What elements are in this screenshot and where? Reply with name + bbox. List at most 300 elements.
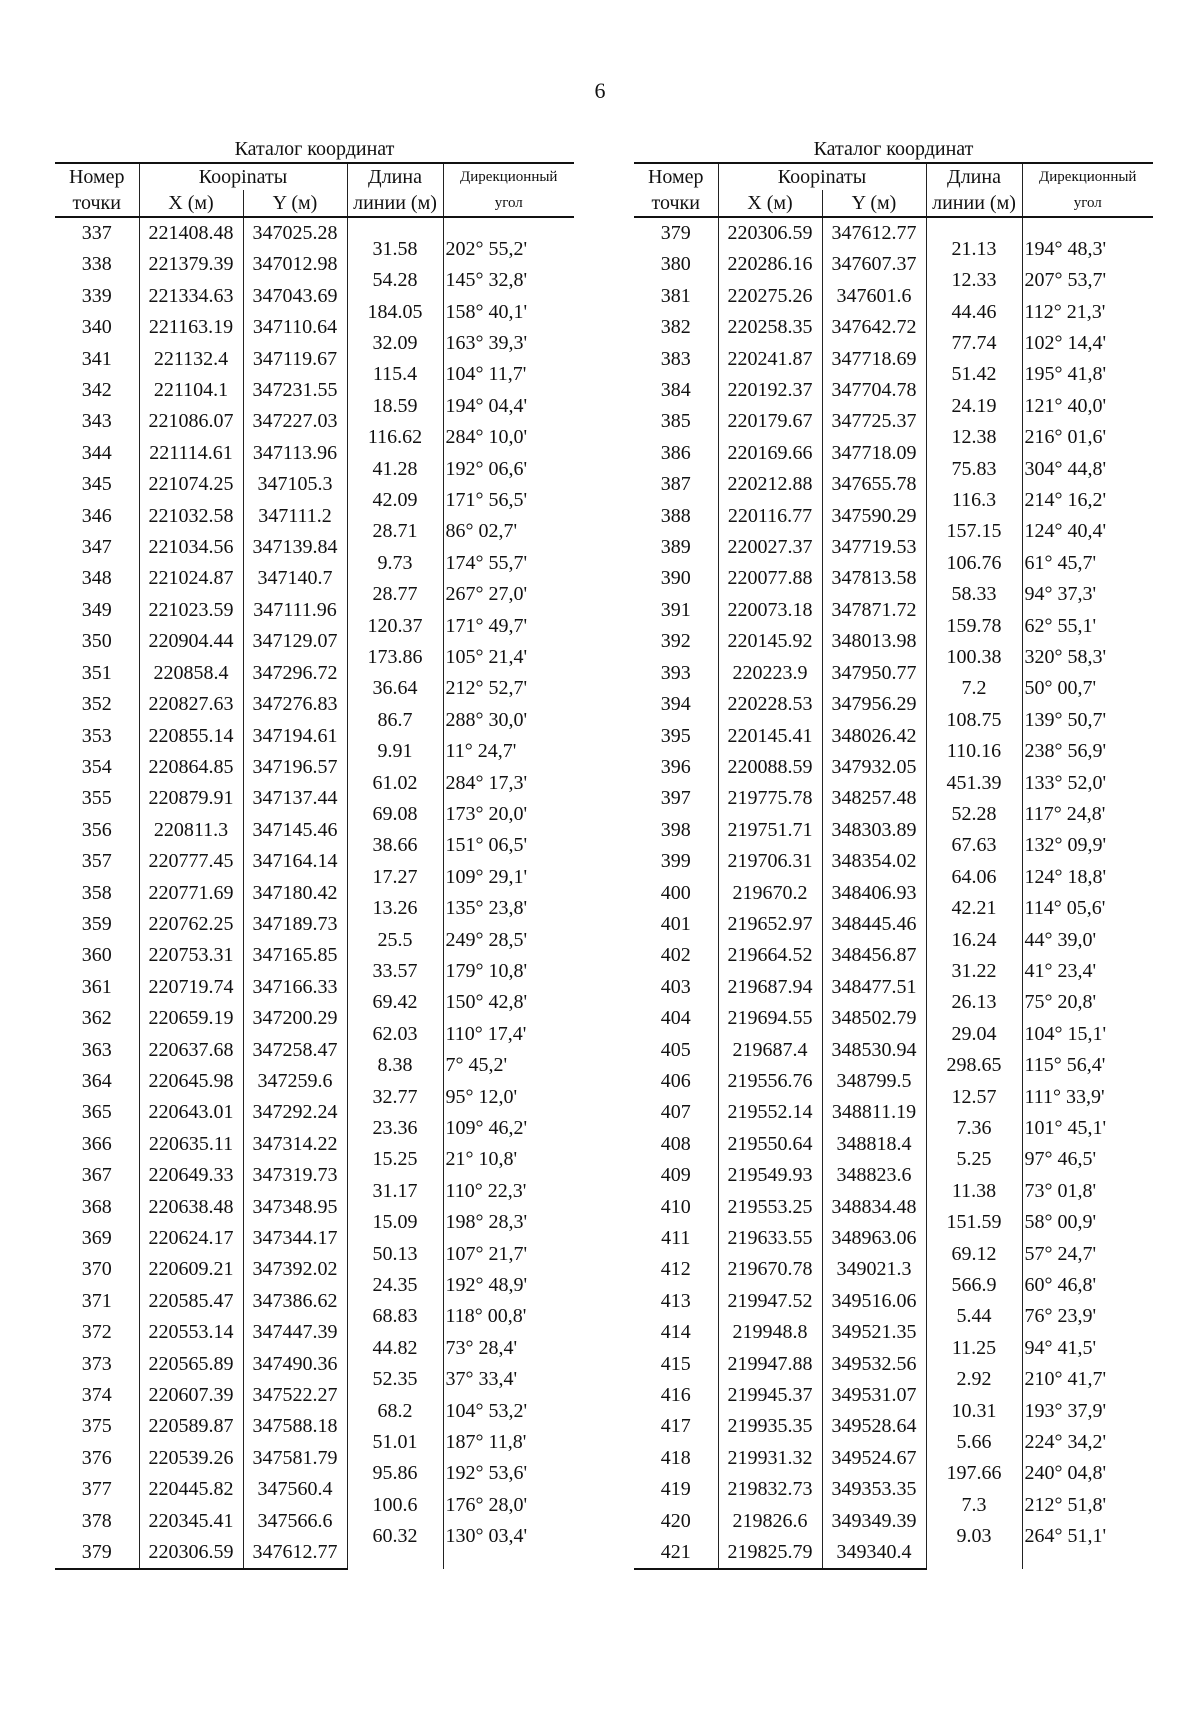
line-length: 24.19 bbox=[951, 394, 997, 417]
point-number: 404 bbox=[660, 1007, 691, 1030]
y-coordinate: 347296.72 bbox=[243, 658, 347, 689]
y-coordinate: 348818.4 bbox=[822, 1129, 926, 1160]
direction-angle: 73° 01,8' bbox=[1024, 1179, 1097, 1202]
x-coordinate: 219947.52 bbox=[718, 1286, 822, 1317]
line-length: 116.62 bbox=[367, 426, 423, 449]
direction-angle: 104° 53,2' bbox=[445, 1399, 528, 1422]
y-coordinate: 349516.06 bbox=[822, 1286, 926, 1317]
line-length: 33.57 bbox=[372, 959, 418, 982]
direction-angle: 174° 55,7' bbox=[445, 551, 528, 574]
y-coordinate: 349524.67 bbox=[822, 1443, 926, 1474]
y-coordinate: 347588.18 bbox=[243, 1411, 347, 1442]
length-header-sub: линии (м) bbox=[347, 190, 443, 217]
x-coordinate: 220088.59 bbox=[718, 752, 822, 783]
direction-angle: 267° 27,0' bbox=[445, 583, 528, 606]
direction-angle: 212° 52,7' bbox=[445, 677, 528, 700]
y-coordinate: 347259.6 bbox=[243, 1066, 347, 1097]
point-number: 363 bbox=[81, 1038, 112, 1061]
point-number: 349 bbox=[81, 598, 112, 621]
y-coordinate: 347447.39 bbox=[243, 1317, 347, 1348]
x-coordinate: 219931.32 bbox=[718, 1443, 822, 1474]
x-coordinate: 221104.1 bbox=[139, 375, 243, 406]
direction-angle: 62° 55,1' bbox=[1024, 614, 1097, 637]
line-length: 69.12 bbox=[951, 1242, 997, 1265]
y-coordinate: 347871.72 bbox=[822, 595, 926, 626]
direction-angle: 114° 05,6' bbox=[1024, 897, 1106, 920]
x-coordinate: 220192.37 bbox=[718, 375, 822, 406]
y-coordinate: 347025.28 bbox=[243, 217, 347, 249]
line-length: 9.03 bbox=[956, 1525, 992, 1548]
x-coordinate: 219553.25 bbox=[718, 1192, 822, 1223]
direction-angle: 97° 46,5' bbox=[1024, 1148, 1097, 1171]
direction-angle: 44° 39,0' bbox=[1024, 928, 1097, 951]
point-number: 398 bbox=[660, 818, 691, 841]
direction-angle: 50° 00,7' bbox=[1024, 677, 1097, 700]
y-coordinate: 347292.24 bbox=[243, 1097, 347, 1128]
line-length: 7.2 bbox=[961, 677, 987, 700]
x-coordinate: 219751.71 bbox=[718, 815, 822, 846]
direction-angle: 58° 00,9' bbox=[1024, 1211, 1097, 1234]
line-length: 32.77 bbox=[372, 1085, 418, 1108]
point-number-header-sub: точки bbox=[634, 190, 718, 217]
line-length: 54.28 bbox=[372, 269, 418, 292]
line-length: 60.32 bbox=[372, 1525, 418, 1548]
y-coordinate: 347139.84 bbox=[243, 532, 347, 563]
y-coordinate: 347490.36 bbox=[243, 1349, 347, 1380]
x-coordinate: 219935.35 bbox=[718, 1411, 822, 1442]
line-length: 68.2 bbox=[377, 1399, 413, 1422]
x-coordinate: 220607.39 bbox=[139, 1380, 243, 1411]
table-row bbox=[55, 217, 574, 249]
point-number: 378 bbox=[81, 1509, 112, 1532]
y-coordinate: 347105.3 bbox=[243, 469, 347, 500]
coordinates-header: Коорinаты bbox=[139, 163, 347, 190]
direction-angle: 76° 23,9' bbox=[1024, 1305, 1097, 1328]
line-length: 61.02 bbox=[372, 771, 418, 794]
point-number: 421 bbox=[634, 1537, 718, 1569]
angle-header: Дирекционный bbox=[443, 163, 574, 190]
point-number: 365 bbox=[81, 1101, 112, 1124]
point-number: 352 bbox=[81, 693, 112, 716]
line-length: 42.21 bbox=[951, 897, 997, 920]
coordinate-catalog-right bbox=[634, 136, 1153, 1570]
direction-angle: 121° 40,0' bbox=[1024, 394, 1107, 417]
x-coordinate: 220345.41 bbox=[139, 1506, 243, 1537]
line-length: 18.59 bbox=[372, 394, 418, 417]
line-length: 106.76 bbox=[946, 551, 1002, 574]
point-number: 375 bbox=[81, 1415, 112, 1438]
y-coordinate: 348811.19 bbox=[822, 1097, 926, 1128]
x-coordinate: 219552.14 bbox=[718, 1097, 822, 1128]
direction-angle: 214° 16,2' bbox=[1024, 488, 1107, 511]
direction-angle: 288° 30,0' bbox=[445, 708, 528, 731]
point-number: 368 bbox=[81, 1195, 112, 1218]
point-number: 411 bbox=[661, 1227, 691, 1249]
direction-angle: 109° 29,1' bbox=[445, 865, 528, 888]
direction-angle: 192° 48,9' bbox=[445, 1273, 528, 1296]
line-length: 36.64 bbox=[372, 677, 418, 700]
y-coordinate: 347189.73 bbox=[243, 909, 347, 940]
line-length: 9.73 bbox=[377, 551, 413, 574]
x-header: X (м) bbox=[718, 190, 822, 217]
y-coordinate: 347560.4 bbox=[243, 1474, 347, 1505]
line-length: 159.78 bbox=[946, 614, 1002, 637]
direction-angle: 111° 33,9' bbox=[1024, 1085, 1105, 1108]
direction-angle: 104° 15,1' bbox=[1024, 1022, 1107, 1045]
y-coordinate: 349528.64 bbox=[822, 1411, 926, 1442]
y-coordinate: 347590.29 bbox=[822, 501, 926, 532]
point-number-header: Номер bbox=[55, 163, 139, 190]
y-coordinate: 347111.96 bbox=[243, 595, 347, 626]
point-number: 372 bbox=[81, 1321, 112, 1344]
point-number: 414 bbox=[660, 1321, 691, 1344]
x-coordinate: 219832.73 bbox=[718, 1474, 822, 1505]
x-coordinate: 221074.25 bbox=[139, 469, 243, 500]
y-coordinate: 348445.46 bbox=[822, 909, 926, 940]
point-number: 385 bbox=[660, 410, 691, 433]
coordinate-table-body bbox=[634, 217, 1153, 1569]
y-coordinate: 348963.06 bbox=[822, 1223, 926, 1254]
y-coordinate: 348354.02 bbox=[822, 846, 926, 877]
point-number: 356 bbox=[81, 818, 112, 841]
point-number: 392 bbox=[660, 630, 691, 653]
direction-angle: 7° 45,2' bbox=[445, 1054, 508, 1077]
y-coordinate: 347276.83 bbox=[243, 689, 347, 720]
line-length: 77.74 bbox=[951, 331, 997, 354]
line-length-stack bbox=[927, 218, 1022, 1568]
x-coordinate: 219687.94 bbox=[718, 972, 822, 1003]
point-number: 390 bbox=[660, 567, 691, 590]
point-number: 396 bbox=[660, 755, 691, 778]
line-length-stack bbox=[348, 218, 443, 1568]
line-length: 44.46 bbox=[951, 300, 997, 323]
x-coordinate: 219826.6 bbox=[718, 1506, 822, 1537]
point-number: 417 bbox=[660, 1415, 691, 1438]
line-length: 62.03 bbox=[372, 1022, 418, 1045]
line-length: 28.77 bbox=[372, 583, 418, 606]
point-number: 419 bbox=[660, 1478, 691, 1501]
y-coordinate: 347348.95 bbox=[243, 1192, 347, 1223]
y-coordinate: 348477.51 bbox=[822, 972, 926, 1003]
x-coordinate: 220753.31 bbox=[139, 940, 243, 971]
direction-angle: 210° 41,7' bbox=[1024, 1368, 1107, 1391]
direction-angle: 163° 39,3' bbox=[445, 331, 528, 354]
line-length: 12.38 bbox=[951, 426, 997, 449]
line-length: 52.28 bbox=[951, 802, 997, 825]
direction-angle: 145° 32,8' bbox=[445, 269, 528, 292]
y-coordinate: 347932.05 bbox=[822, 752, 926, 783]
point-number: 358 bbox=[81, 881, 112, 904]
y-coordinate: 349349.39 bbox=[822, 1506, 926, 1537]
x-coordinate: 219652.97 bbox=[718, 909, 822, 940]
line-length: 7.3 bbox=[961, 1493, 987, 1516]
direction-angle: 102° 14,4' bbox=[1024, 331, 1107, 354]
y-coordinate: 349353.35 bbox=[822, 1474, 926, 1505]
line-length: 157.15 bbox=[946, 520, 1002, 543]
x-coordinate: 219670.78 bbox=[718, 1254, 822, 1285]
direction-angle-stack bbox=[444, 218, 575, 1568]
y-coordinate: 348502.79 bbox=[822, 1003, 926, 1034]
point-number: 408 bbox=[660, 1132, 691, 1155]
x-coordinate: 219556.76 bbox=[718, 1066, 822, 1097]
direction-angle: 192° 53,6' bbox=[445, 1462, 528, 1485]
line-length: 64.06 bbox=[951, 865, 997, 888]
y-coordinate: 347043.69 bbox=[243, 281, 347, 312]
x-coordinate: 220643.01 bbox=[139, 1097, 243, 1128]
direction-angle: 61° 45,7' bbox=[1024, 551, 1097, 574]
catalog-title: Каталог координат bbox=[234, 138, 395, 160]
direction-angle: 11° 24,7' bbox=[445, 740, 517, 763]
y-coordinate: 347012.98 bbox=[243, 249, 347, 280]
point-number: 415 bbox=[660, 1352, 691, 1375]
line-length: 15.09 bbox=[372, 1211, 418, 1234]
point-number: 376 bbox=[81, 1446, 112, 1469]
point-number: 354 bbox=[81, 755, 112, 778]
point-number: 361 bbox=[81, 975, 112, 998]
point-number: 418 bbox=[660, 1446, 691, 1469]
x-coordinate: 219948.8 bbox=[718, 1317, 822, 1348]
angle-header: Дирекционный bbox=[1022, 163, 1153, 190]
line-length: 86.7 bbox=[377, 708, 413, 731]
y-coordinate: 347113.96 bbox=[243, 438, 347, 469]
x-coordinate: 220539.26 bbox=[139, 1443, 243, 1474]
line-length: 50.13 bbox=[372, 1242, 418, 1265]
point-number: 381 bbox=[660, 284, 691, 307]
line-length: 100.6 bbox=[372, 1493, 418, 1516]
direction-angle-stack bbox=[1023, 218, 1154, 1568]
y-coordinate: 348406.93 bbox=[822, 878, 926, 909]
direction-angle: 37° 33,4' bbox=[445, 1368, 518, 1391]
y-coordinate: 347718.69 bbox=[822, 344, 926, 375]
x-coordinate: 220762.25 bbox=[139, 909, 243, 940]
direction-angle: 192° 06,6' bbox=[445, 457, 528, 480]
direction-angle: 110° 17,4' bbox=[445, 1022, 527, 1045]
line-length: 42.09 bbox=[372, 488, 418, 511]
direction-angle: 194° 04,4' bbox=[445, 394, 528, 417]
direction-angle: 115° 56,4' bbox=[1024, 1054, 1106, 1077]
y-coordinate: 348799.5 bbox=[822, 1066, 926, 1097]
direction-angle: 41° 23,4' bbox=[1024, 959, 1097, 982]
y-coordinate: 349021.3 bbox=[822, 1254, 926, 1285]
direction-angle: 112° 21,3' bbox=[1024, 300, 1106, 323]
y-coordinate: 349521.35 bbox=[822, 1317, 926, 1348]
x-coordinate: 220624.17 bbox=[139, 1223, 243, 1254]
y-coordinate: 347137.44 bbox=[243, 783, 347, 814]
line-length: 52.35 bbox=[372, 1368, 418, 1391]
x-coordinate: 220027.37 bbox=[718, 532, 822, 563]
point-number: 420 bbox=[660, 1509, 691, 1532]
direction-angle: 60° 46,8' bbox=[1024, 1273, 1097, 1296]
point-number: 348 bbox=[81, 567, 112, 590]
y-coordinate: 347392.02 bbox=[243, 1254, 347, 1285]
length-header-sub: линии (м) bbox=[926, 190, 1022, 217]
point-number: 384 bbox=[660, 379, 691, 402]
point-number: 338 bbox=[81, 253, 112, 276]
point-number: 379 bbox=[55, 1537, 139, 1569]
line-length: 44.82 bbox=[372, 1336, 418, 1359]
x-coordinate: 220638.48 bbox=[139, 1192, 243, 1223]
line-length: 5.25 bbox=[956, 1148, 992, 1171]
y-coordinate: 347166.33 bbox=[243, 972, 347, 1003]
y-coordinate: 348026.42 bbox=[822, 721, 926, 752]
line-length: 110.16 bbox=[946, 740, 1002, 763]
x-coordinate: 219706.31 bbox=[718, 846, 822, 877]
direction-angle: 75° 20,8' bbox=[1024, 991, 1097, 1014]
direction-angle: 193° 37,9' bbox=[1024, 1399, 1107, 1422]
x-coordinate: 220275.26 bbox=[718, 281, 822, 312]
x-coordinate: 219945.37 bbox=[718, 1380, 822, 1411]
x-coordinate: 219664.52 bbox=[718, 940, 822, 971]
x-coordinate: 219687.4 bbox=[718, 1035, 822, 1066]
line-length: 184.05 bbox=[367, 300, 423, 323]
x-coordinate: 221086.07 bbox=[139, 406, 243, 437]
direction-angle: 104° 11,7' bbox=[445, 363, 527, 386]
y-coordinate: 348530.94 bbox=[822, 1035, 926, 1066]
x-coordinate: 220589.87 bbox=[139, 1411, 243, 1442]
length-header: Длина bbox=[926, 163, 1022, 190]
y-coordinate: 347344.17 bbox=[243, 1223, 347, 1254]
direction-angle: 105° 21,4' bbox=[445, 645, 528, 668]
direction-angle: 176° 28,0' bbox=[445, 1493, 528, 1516]
line-length: 2.92 bbox=[956, 1368, 992, 1391]
x-coordinate: 221023.59 bbox=[139, 595, 243, 626]
point-number: 350 bbox=[81, 630, 112, 653]
x-coordinate: 221114.61 bbox=[139, 438, 243, 469]
x-coordinate: 220585.47 bbox=[139, 1286, 243, 1317]
y-coordinate: 347813.58 bbox=[822, 563, 926, 594]
point-number: 339 bbox=[81, 284, 112, 307]
line-length: 151.59 bbox=[946, 1211, 1002, 1234]
line-length: 115.4 bbox=[372, 363, 418, 386]
direction-angle: 118° 00,8' bbox=[445, 1305, 527, 1328]
x-coordinate: 220879.91 bbox=[139, 783, 243, 814]
coordinate-table-body bbox=[55, 217, 574, 1569]
point-number: 403 bbox=[660, 975, 691, 998]
line-length: 15.25 bbox=[372, 1148, 418, 1171]
line-length: 58.33 bbox=[951, 583, 997, 606]
line-length: 298.65 bbox=[946, 1054, 1002, 1077]
x-header: X (м) bbox=[139, 190, 243, 217]
x-coordinate: 220609.21 bbox=[139, 1254, 243, 1285]
coordinates-header: Коорinаты bbox=[718, 163, 926, 190]
coordinate-table bbox=[55, 162, 574, 1570]
x-coordinate: 220145.92 bbox=[718, 626, 822, 657]
point-number: 355 bbox=[81, 787, 112, 810]
line-length: 120.37 bbox=[367, 614, 423, 637]
direction-angle: 187° 11,8' bbox=[445, 1430, 527, 1453]
line-length: 11.38 bbox=[951, 1179, 997, 1202]
x-coordinate: 220659.19 bbox=[139, 1003, 243, 1034]
point-number: 359 bbox=[81, 912, 112, 935]
y-coordinate: 347956.29 bbox=[822, 689, 926, 720]
line-length: 38.66 bbox=[372, 834, 418, 857]
point-number: 360 bbox=[81, 944, 112, 967]
direction-angle: 117° 24,8' bbox=[1024, 802, 1106, 825]
point-number: 386 bbox=[660, 441, 691, 464]
x-coordinate: 221024.87 bbox=[139, 563, 243, 594]
y-coordinate: 348834.48 bbox=[822, 1192, 926, 1223]
y-coordinate: 347227.03 bbox=[243, 406, 347, 437]
direction-angle: 21° 10,8' bbox=[445, 1148, 518, 1171]
line-length: 10.31 bbox=[951, 1399, 997, 1422]
y-coordinate: 347196.57 bbox=[243, 752, 347, 783]
direction-angle: 198° 28,3' bbox=[445, 1211, 528, 1234]
y-coordinate: 347718.09 bbox=[822, 438, 926, 469]
line-length: 13.26 bbox=[372, 897, 418, 920]
coordinate-table bbox=[634, 162, 1153, 1570]
x-coordinate: 220645.98 bbox=[139, 1066, 243, 1097]
direction-angle: 124° 18,8' bbox=[1024, 865, 1107, 888]
direction-angle: 195° 41,8' bbox=[1024, 363, 1107, 386]
line-length: 116.3 bbox=[951, 488, 997, 511]
point-number-header: Номер bbox=[634, 163, 718, 190]
direction-angle: 94° 41,5' bbox=[1024, 1336, 1097, 1359]
line-length: 100.38 bbox=[946, 645, 1002, 668]
direction-angle: 264° 51,1' bbox=[1024, 1525, 1107, 1548]
y-coordinate: 347642.72 bbox=[822, 312, 926, 343]
y-coordinate: 348303.89 bbox=[822, 815, 926, 846]
x-coordinate: 220179.67 bbox=[718, 406, 822, 437]
y-coordinate: 347725.37 bbox=[822, 406, 926, 437]
line-length: 68.83 bbox=[372, 1305, 418, 1328]
line-length: 29.04 bbox=[951, 1022, 997, 1045]
line-length: 28.71 bbox=[372, 520, 418, 543]
point-number: 345 bbox=[81, 473, 112, 496]
coordinate-catalog-left bbox=[55, 136, 574, 1570]
line-length: 108.75 bbox=[946, 708, 1002, 731]
y-coordinate: 347129.07 bbox=[243, 626, 347, 657]
point-number: 343 bbox=[81, 410, 112, 433]
x-coordinate: 220649.33 bbox=[139, 1160, 243, 1191]
y-coordinate: 347950.77 bbox=[822, 658, 926, 689]
point-number: 341 bbox=[81, 347, 112, 370]
x-coordinate: 220223.9 bbox=[718, 658, 822, 689]
x-coordinate: 220306.59 bbox=[139, 1537, 243, 1569]
x-coordinate: 220306.59 bbox=[718, 217, 822, 249]
point-number: 382 bbox=[660, 316, 691, 339]
point-number: 395 bbox=[660, 724, 691, 747]
line-length: 16.24 bbox=[951, 928, 997, 951]
line-length: 12.57 bbox=[951, 1085, 997, 1108]
y-coordinate: 347258.47 bbox=[243, 1035, 347, 1066]
point-number: 406 bbox=[660, 1069, 691, 1092]
point-number: 353 bbox=[81, 724, 112, 747]
line-length: 31.58 bbox=[372, 237, 418, 260]
y-coordinate: 347319.73 bbox=[243, 1160, 347, 1191]
line-length-column bbox=[926, 217, 1022, 1569]
line-length: 31.17 bbox=[372, 1179, 418, 1202]
point-number: 369 bbox=[81, 1227, 112, 1249]
point-number: 362 bbox=[81, 1007, 112, 1030]
direction-angle: 139° 50,7' bbox=[1024, 708, 1107, 731]
x-coordinate: 219775.78 bbox=[718, 783, 822, 814]
direction-angle-column bbox=[1022, 217, 1153, 1569]
point-number: 402 bbox=[660, 944, 691, 967]
line-length: 67.63 bbox=[951, 834, 997, 857]
line-length: 7.36 bbox=[956, 1116, 992, 1139]
table-row bbox=[634, 217, 1153, 249]
y-coordinate: 347386.62 bbox=[243, 1286, 347, 1317]
y-coordinate: 349531.07 bbox=[822, 1380, 926, 1411]
x-coordinate: 220771.69 bbox=[139, 878, 243, 909]
direction-angle: 240° 04,8' bbox=[1024, 1462, 1107, 1485]
point-number: 371 bbox=[81, 1289, 112, 1312]
direction-angle: 107° 21,7' bbox=[445, 1242, 528, 1265]
point-number: 394 bbox=[660, 693, 691, 716]
point-number: 351 bbox=[81, 661, 112, 684]
direction-angle: 124° 40,4' bbox=[1024, 520, 1107, 543]
point-number-header-sub: точки bbox=[55, 190, 139, 217]
